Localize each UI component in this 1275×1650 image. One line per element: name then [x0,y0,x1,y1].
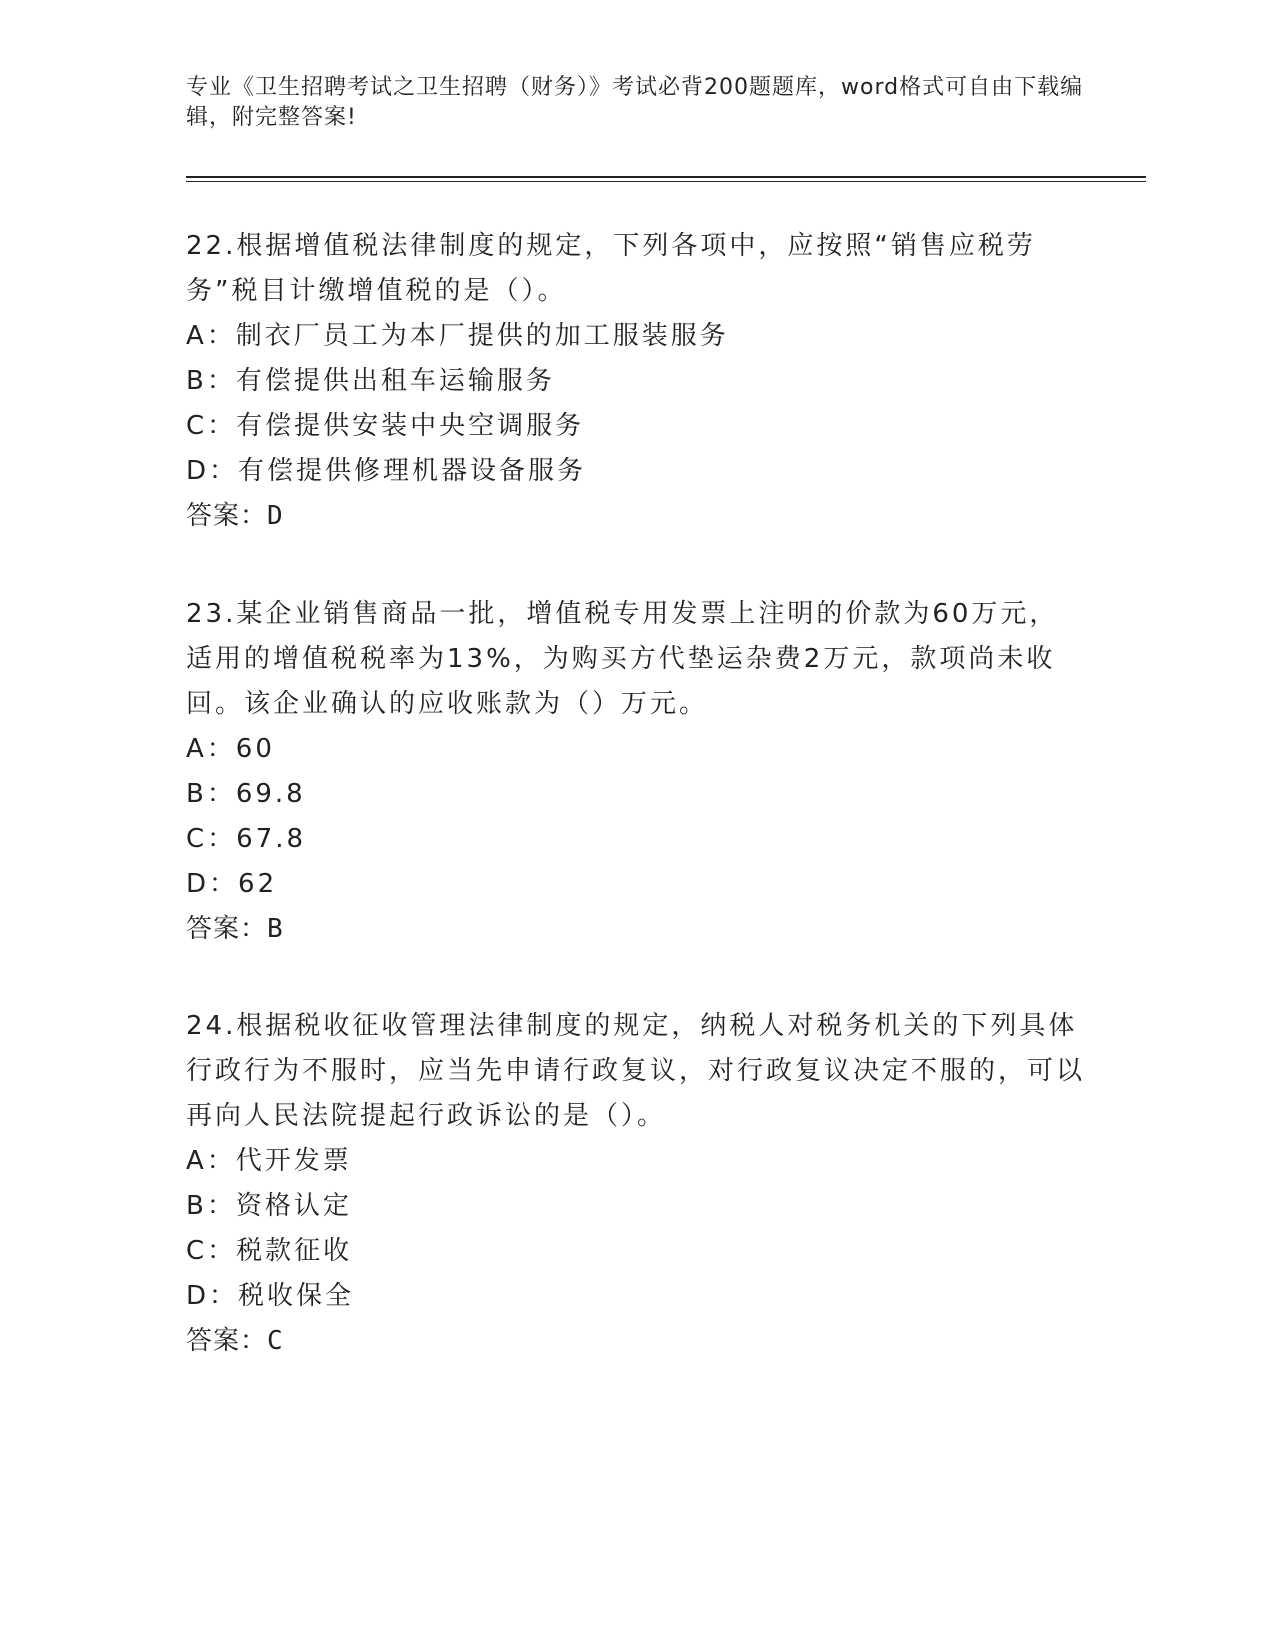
header-divider-thin [186,181,1146,182]
answer-label: 答案： [186,1326,268,1356]
answer-label: 答案： [186,914,268,944]
option-a: A：代开发票 [186,1146,352,1176]
question-23 [186,592,1086,952]
answer-value: C [267,1326,284,1356]
answer-line [186,907,1086,952]
question-24 [186,1004,1086,1364]
option-d: D：有偿提供修理机器设备服务 [186,456,587,486]
answer-line [186,494,1086,539]
question-stem: 23.某企业销售商品一批，增值税专用发票上注明的价款为60万元，适用的增值税税率为13%，为购买方代垫运杂费2万元，款项尚未收回。该企业确认的应收账款为（）万元。 [186,599,1059,719]
answer-label: 答案： [186,501,268,531]
option-d: D：税收保全 [186,1281,355,1311]
option-b: B：资格认定 [186,1191,352,1221]
header-divider [186,176,1146,178]
option-c: C：有偿提供安装中央空调服务 [186,411,585,441]
option-c: C：67.8 [186,824,307,854]
option-a: A：60 [186,734,275,764]
option-d: D：62 [186,869,278,899]
option-c: C：税款征收 [186,1236,353,1266]
option-b: B：有偿提供出租车运输服务 [186,366,555,396]
option-b: B：69.8 [186,779,306,809]
question-stem: 22.根据增值税法律制度的规定，下列各项中，应按照“销售应税劳务”税目计缴增值税的是（）。 [186,231,1036,306]
answer-value: B [267,914,284,944]
answer-value: D [267,501,284,531]
question-22 [186,224,1086,539]
question-stem: 24.根据税收征收管理法律制度的规定，纳税人对税务机关的下列具体行政行为不服时，应当先申请行政复议，对行政复议决定不服的，可以再向人民法院提起行政诉讼的是（）。 [186,1011,1086,1131]
document-header: 专业《卫生招聘考试之卫生招聘（财务）》考试必背200题题库，word格式可自由下载编辑，附完整答案! [186,75,1084,130]
option-a: A：制衣厂员工为本厂提供的加工服装服务 [186,321,729,351]
answer-line [186,1319,1086,1364]
